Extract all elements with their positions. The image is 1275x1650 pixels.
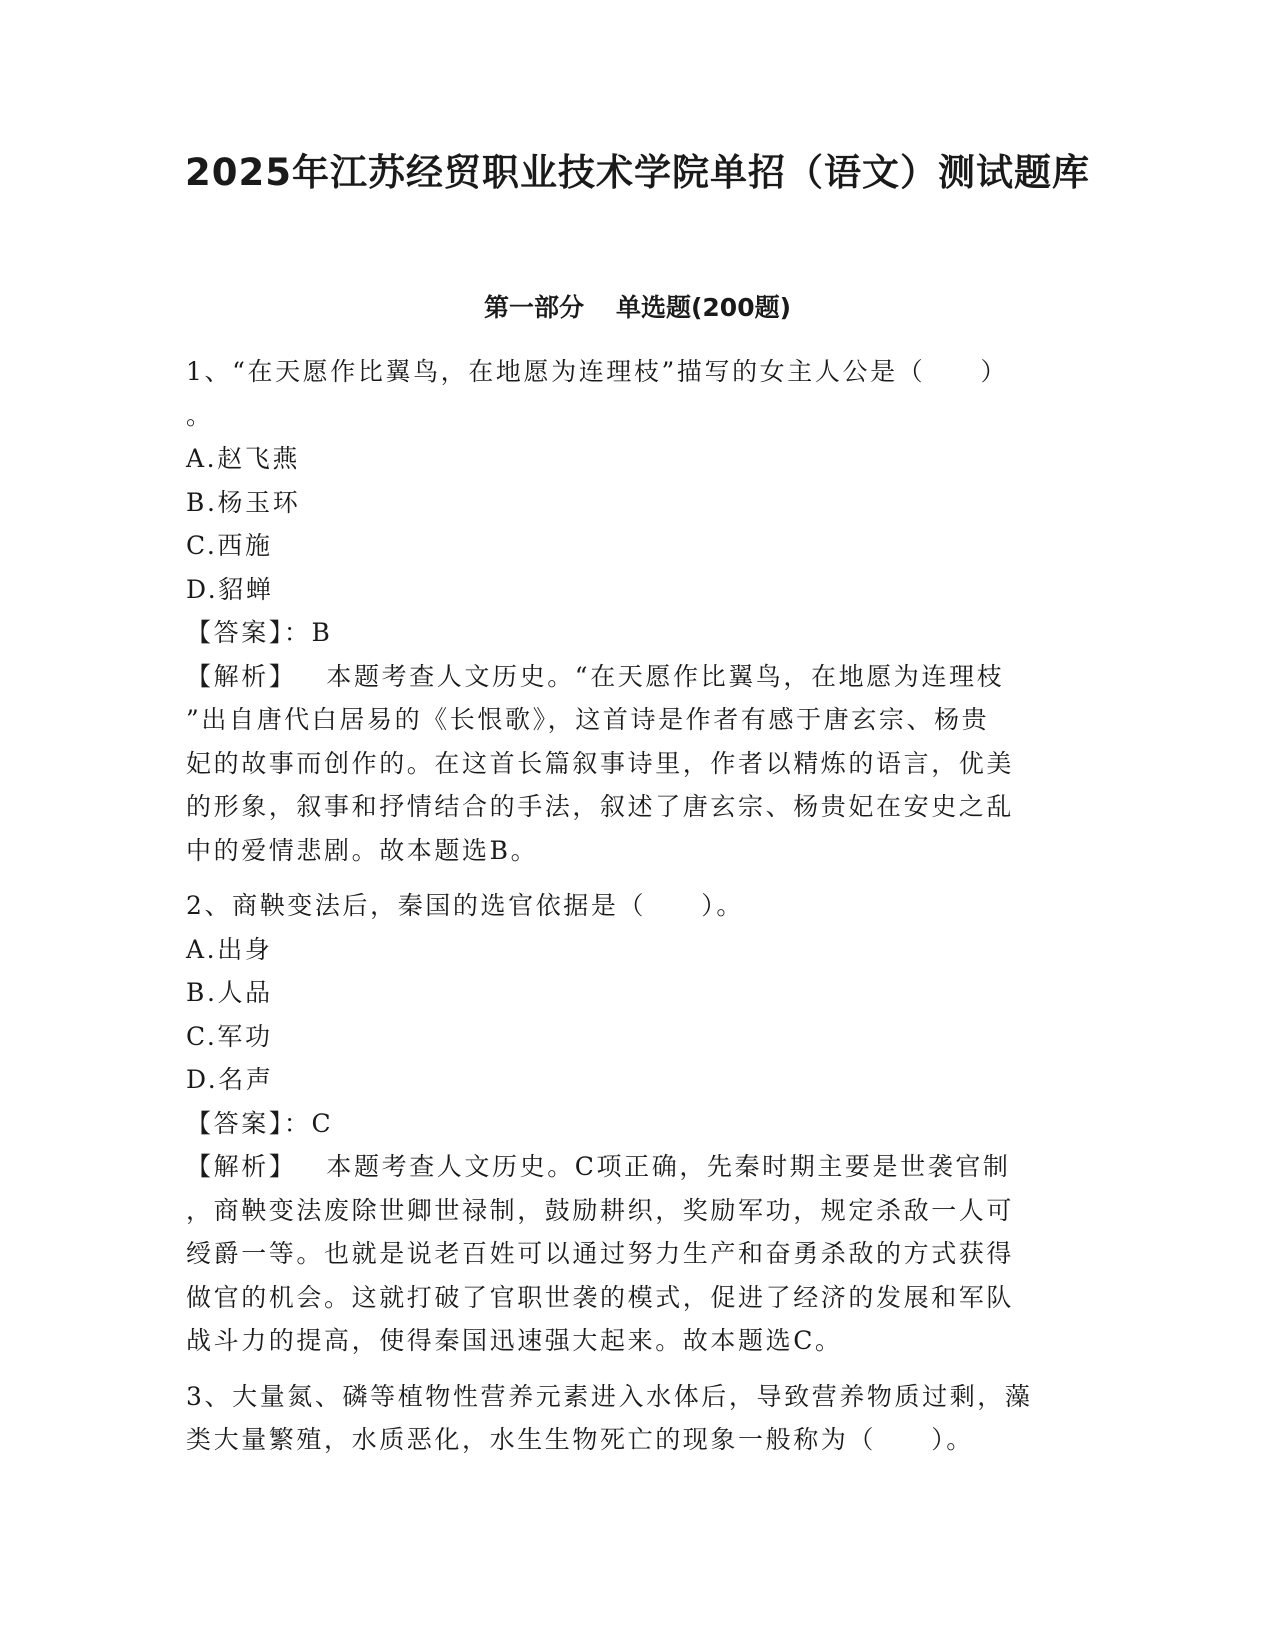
explanation-line: 做官的机会。这就打破了官职世袭的模式，促进了经济的发展和军队 (186, 1282, 1015, 1312)
explanation-line: 的形象，叙事和抒情结合的手法，叙述了唐玄宗、杨贵妃在安史之乱 (186, 792, 1015, 821)
question-stem-line: 2、商鞅变法后，秦国的选官依据是（ ）。 (186, 891, 745, 920)
explanation-line: ”出自唐代白居易的《长恨歌》，这首诗是作者有感于唐玄宗、杨贵 (186, 705, 990, 734)
question-stem-line: 1、“在天愿作比翼鸟，在地愿为连理枝”描写的女主人公是（ ） (186, 357, 1009, 386)
explanation-label: 【解析】 (186, 1152, 297, 1181)
question-3 (186, 1375, 1071, 1462)
option-a: A.赵飞燕 (186, 444, 301, 473)
option-d: D.貂蝉 (186, 574, 274, 604)
section-name: 单选题(200题) (615, 293, 792, 322)
explanation (186, 1145, 1071, 1363)
option-a: A.出身 (186, 934, 273, 964)
option-b: B.杨玉环 (186, 487, 301, 517)
answer-value: B (311, 618, 333, 647)
document-title: 2025年江苏经贸职业技术学院单招（语文）测试题库 (185, 151, 1090, 194)
question-stem-line: 3、大量氮、磷等植物性营养元素进入水体后，导致营养物质过剩，藻 (186, 1381, 1033, 1411)
explanation-line: 中的爱情悲剧。故本题选B。 (186, 835, 539, 865)
answer-label: 【答案】： (186, 618, 312, 647)
explanation-line: 本题考查人文历史。C项正确，先秦时期主要是世袭官制 (326, 1152, 1011, 1181)
answer (186, 1102, 1071, 1146)
question-stem-line: 。 (186, 400, 214, 430)
answer-value: C (311, 1108, 334, 1138)
explanation (186, 655, 1071, 873)
option-b: B.人品 (186, 978, 273, 1007)
explanation-line: 绶爵一等。也就是说老百姓可以通过努力生产和奋勇杀敌的方式获得 (186, 1239, 1015, 1268)
option-c: C.西施 (186, 531, 273, 560)
question-stem-line: 类大量繁殖，水质恶化，水生生物死亡的现象一般称为（ ）。 (186, 1425, 974, 1454)
explanation-line: ，商鞅变法废除世卿世禄制，鼓励耕织，奖励军功，规定杀敌一人可 (186, 1195, 1015, 1225)
explanation-label: 【解析】 (186, 661, 297, 691)
answer (186, 611, 1071, 655)
answer-label: 【答案】： (186, 1108, 312, 1138)
question-2 (186, 884, 1071, 1363)
question-list (186, 350, 1071, 1474)
explanation-line: 战斗力的提高，使得秦国迅速强大起来。故本题选C。 (186, 1326, 843, 1355)
explanation-line: 妃的故事而创作的。在这首长篇叙事诗里，作者以精炼的语言，优美 (186, 748, 1015, 778)
option-c: C.军功 (186, 1021, 273, 1051)
explanation-line: 本题考查人文历史。“在天愿作比翼鸟，在地愿为连理枝 (326, 661, 1005, 691)
section-title (0, 290, 1275, 326)
section-part: 第一部分 (483, 293, 584, 322)
option-d: D.名声 (186, 1065, 274, 1094)
question-1 (186, 350, 1071, 872)
